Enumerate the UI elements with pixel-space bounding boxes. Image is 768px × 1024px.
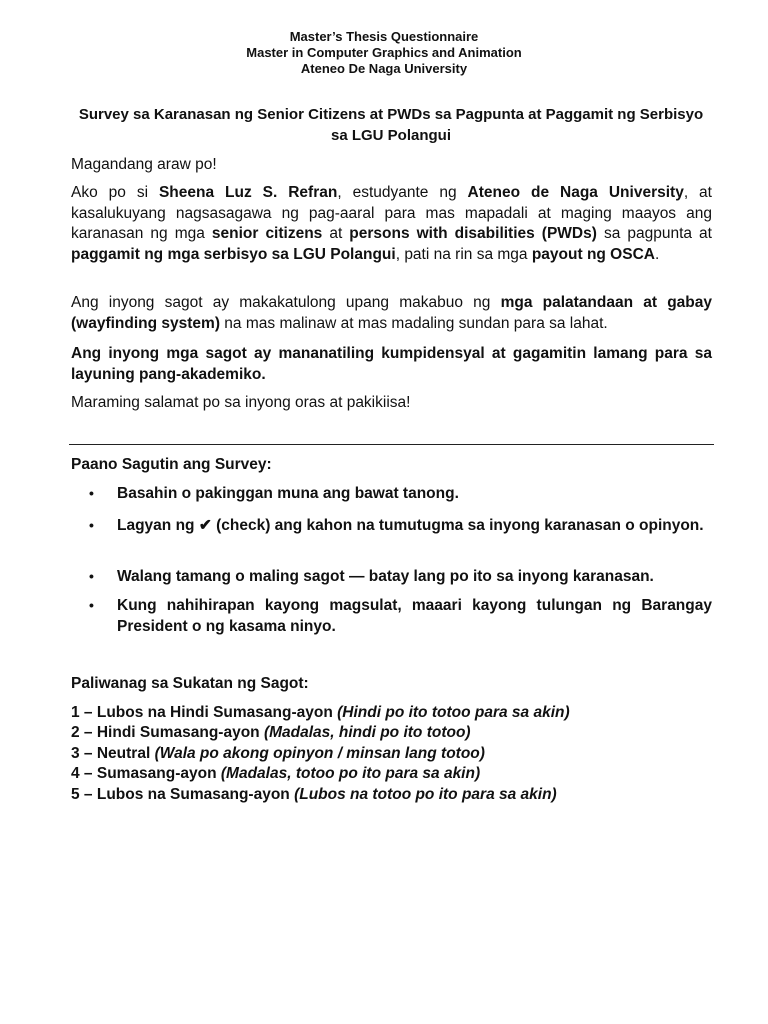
intro-emphasis: persons with disabilities (PWDs) bbox=[349, 225, 597, 242]
confidentiality-paragraph: Ang inyong mga sagot ay mananatiling kumpidensyal at gagamitin lamang para sa layuning pang-akademiko. bbox=[71, 345, 712, 383]
scale-label: 2 – Hindi Sumasang-ayon bbox=[71, 724, 264, 742]
header-line-3: Ateneo De Naga University bbox=[300, 61, 468, 76]
purpose-text: na mas malinaw at mas madaling sundan para sa lahat. bbox=[220, 314, 608, 332]
intro-emphasis: paggamit ng mga serbisyo sa LGU Polangui bbox=[71, 245, 396, 263]
scale-item bbox=[71, 785, 712, 805]
intro-emphasis: payout ng OSCA bbox=[531, 245, 655, 263]
bullet-icon: • bbox=[89, 568, 94, 584]
instruction-item bbox=[89, 483, 712, 504]
scale-description: (Hindi po ito totoo para sa akin) bbox=[337, 704, 570, 721]
scale-item bbox=[71, 723, 712, 743]
instruction-item bbox=[89, 515, 712, 536]
instruction-text: Basahin o pakinggan muna ang bawat tanong. bbox=[117, 485, 459, 502]
scale-item bbox=[71, 703, 712, 723]
purpose-emphasis: mga palatandaan at gabay (wayfinding system) bbox=[71, 294, 713, 332]
header-line-2: Master in Computer Graphics and Animation bbox=[246, 45, 522, 60]
intro-emphasis: senior citizens bbox=[211, 225, 323, 242]
bullet-icon: • bbox=[89, 485, 94, 501]
instruction-text: Kung nahihirapan kayong magsulat, maaari kayong tulungan ng Barangay President o ng kasama ninyo. bbox=[117, 597, 712, 635]
researcher-name: Sheena Luz S. Refran bbox=[158, 184, 338, 201]
scale-description: (Wala po akong opinyon / minsan lang totoo) bbox=[154, 744, 485, 762]
section-divider bbox=[69, 444, 714, 445]
bullet-icon: • bbox=[89, 517, 94, 533]
scale-label: 4 – Sumasang-ayon bbox=[71, 765, 221, 783]
university-name: Ateneo de Naga University bbox=[467, 184, 684, 201]
intro-text: . bbox=[654, 245, 660, 263]
instruction-text: Walang tamang o maling sagot — batay lang po ito sa inyong karanasan. bbox=[117, 568, 654, 585]
bullet-icon: • bbox=[89, 597, 94, 613]
document-header bbox=[0, 29, 768, 77]
scale-label: 1 – Lubos na Hindi Sumasang-ayon bbox=[71, 704, 338, 721]
scale-description: (Lubos na totoo po ito para sa akin) bbox=[294, 785, 557, 803]
intro-text: sa pagpunta at bbox=[596, 225, 712, 242]
intro-text: Ako po si bbox=[71, 184, 159, 201]
scale-label: 5 – Lubos na Sumasang-ayon bbox=[71, 785, 295, 803]
scale-label: 3 – Neutral bbox=[71, 744, 155, 762]
instruction-item bbox=[89, 595, 712, 637]
instruction-item bbox=[89, 566, 712, 587]
scale-heading: Paliwanag sa Sukatan ng Sagot: bbox=[71, 675, 309, 692]
intro-paragraph bbox=[71, 183, 712, 265]
instruction-text: Lagyan ng ✔ (check) ang kahon na tumutugma sa inyong karanasan o opinyon. bbox=[117, 517, 704, 534]
intro-text: at bbox=[322, 225, 350, 242]
scale-item bbox=[71, 764, 712, 784]
purpose-text: Ang inyong sagot ay makakatulong upang makabuo ng bbox=[71, 294, 501, 311]
scale-item bbox=[71, 744, 712, 764]
purpose-paragraph bbox=[71, 293, 712, 334]
scale-description: (Madalas, hindi po ito totoo) bbox=[263, 724, 471, 742]
intro-text: , estudyante ng bbox=[337, 184, 468, 201]
survey-title: Survey sa Karanasan ng Senior Citizens at PWDs sa Pagpunta at Paggamit ng Serbisyo sa LGU Polangui bbox=[78, 106, 704, 144]
intro-text: , pati na rin sa mga bbox=[395, 245, 532, 263]
scale-description: (Madalas, totoo po ito para sa akin) bbox=[220, 765, 481, 783]
header-line-1: Master’s Thesis Questionnaire bbox=[289, 29, 479, 44]
instructions-heading: Paano Sagutin ang Survey: bbox=[71, 456, 272, 473]
thanks-paragraph: Maraming salamat po sa inyong oras at pakikiisa! bbox=[71, 394, 411, 411]
greeting-paragraph: Magandang araw po! bbox=[71, 156, 217, 173]
intro-text: , at kasalukuyang nagsasagawa ng pag-aaral para mas mapadali at maging maayos ang karanasan ng mga bbox=[71, 184, 712, 242]
rating-scale-list bbox=[71, 703, 712, 805]
